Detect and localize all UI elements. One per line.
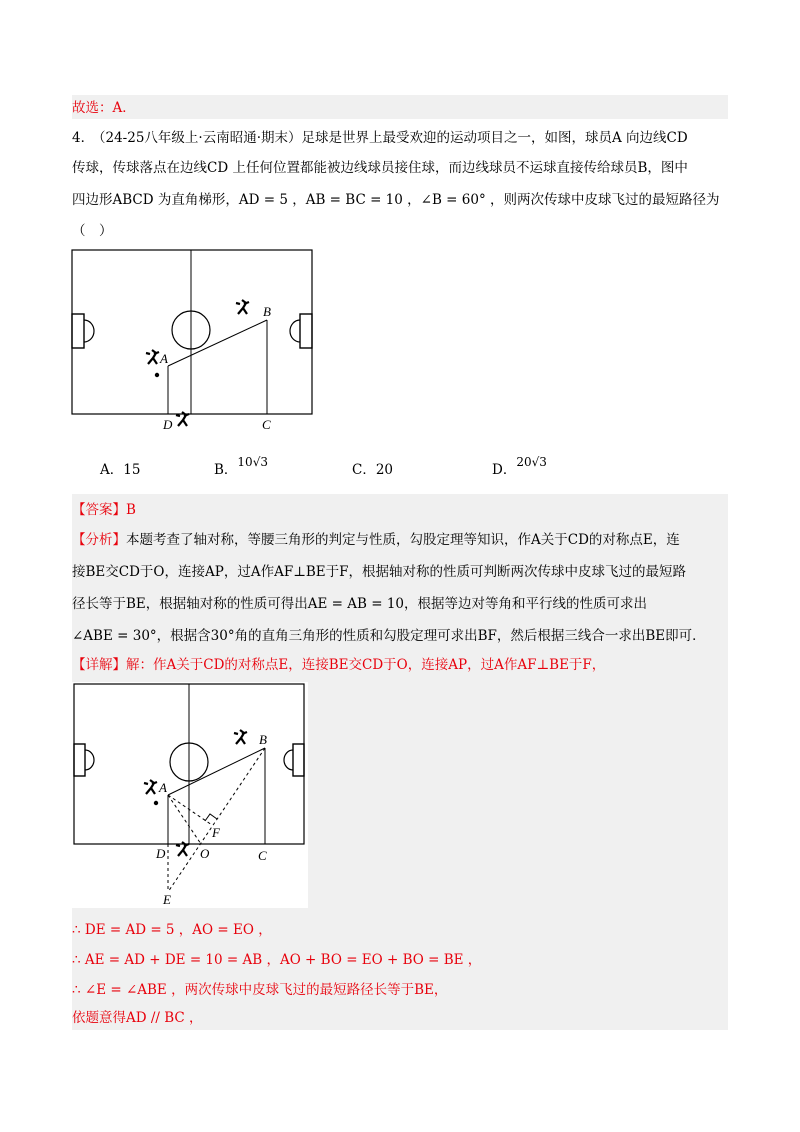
soccer-field-figure [70,248,320,438]
analysis-line-4: ∠ABE = 30°，根据含30°角的直角三角形的性质和勾股定理可求出BF，然后根据三线合一求出BE即可． [72,628,706,644]
question-line-4: （ ） [72,223,113,239]
option-c-value: 20 [375,462,394,478]
option-d-letter: D． [492,462,517,478]
question-line-3: 四边形ABCD 为直角梯形，AD = 5 ，AB = BC = 10 ，∠B = 60° ，则两次传球中皮球飞过的最短路径为 [72,192,720,208]
answer-value: B [126,502,136,518]
step-2: ∴ AE = AD + DE = 10 = AB ，AO + BO = EO + BO = BE ， [72,952,482,968]
label-a-2: A [159,780,167,795]
label-c: C [262,417,271,432]
field-outline [72,250,312,414]
analysis-text-1: 本题考查了轴对称，等腰三角形的判定与性质，勾股定理等知识，作A关于CD的对称点E，连 [126,532,680,548]
label-d: D [163,417,173,432]
ball-dot [155,373,159,377]
option-c [352,458,393,478]
answer-line [72,500,136,520]
step-4: 依题意得AD // BC ， [72,1010,203,1026]
previous-answer: 故选：A． [72,100,136,116]
detail-line [72,655,605,675]
option-b [214,455,268,478]
answer-tag: 【答案】 [72,502,126,518]
prev-answer-strip [72,95,728,119]
label-b: B [263,304,271,319]
option-a-value: 15 [123,462,141,478]
option-b-letter: B． [214,462,238,478]
label-d-2: D [156,846,166,861]
label-f-2: F [212,825,220,840]
question-line-2: 传球，传球落点在边线CD 上任何位置都能被边线球员接住球，而边线球员不运球直接传给球员B，图中 [72,160,688,176]
figure2-background [72,682,308,908]
question-number: 4． [72,130,95,146]
analysis-line-2: 接BE交CD于O，连接AP，过A作AF⊥BE于F，根据轴对称的性质可判断两次传球中皮球飞过的最短路 [72,564,687,580]
option-b-value: 10√3 [237,455,268,469]
label-e-2: E [163,892,171,907]
ball-dot-2 [154,801,158,805]
option-d-value: 20√3 [516,455,547,469]
analysis-line-1 [72,530,680,550]
label-a: A [160,351,168,366]
label-o-2: O [200,846,210,861]
option-c-letter: C． [352,462,376,478]
detail-text: 解：作A关于CD的对称点E，连接BE交CD于O，连接AP，过A作AF⊥BE于F， [126,657,606,673]
solution-figure [72,682,308,908]
question-line-1: （24-25八年级上·云南昭通·期末）足球是世界上最受欢迎的运动项目之一，如图，球员A 向边线CD [92,130,688,146]
label-c-2: C [258,848,267,863]
option-a-letter: A． [100,462,124,478]
label-b-2: B [259,732,267,747]
analysis-tag: 【分析】 [72,532,126,548]
step-3: ∴ ∠E = ∠ABE ，两次传球中皮球飞过的最短路径长等于BE， [72,982,448,998]
detail-tag: 【详解】 [72,657,126,673]
step-1: ∴ DE = AD = 5 ，AO = EO ， [72,922,272,938]
option-a [100,458,140,478]
analysis-line-3: 径长等于BE，根据轴对称的性质可得出AE = AB = 10，根据等边对等角和平行线的性质可求出 [72,596,648,612]
option-d [492,455,547,478]
